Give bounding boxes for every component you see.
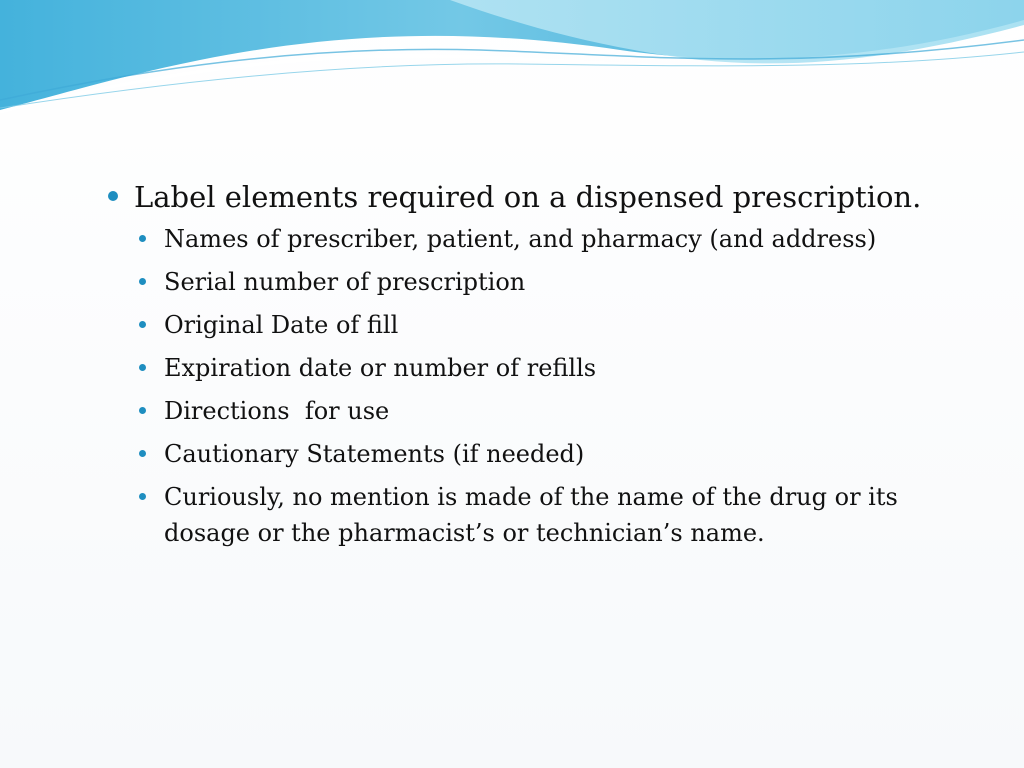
slide-content <box>106 175 966 558</box>
bullet-icon <box>139 235 146 242</box>
sub-bullet-item <box>106 479 954 551</box>
bullet-icon <box>139 407 146 414</box>
main-bullet-text: Label elements required on a dispensed prescription. <box>134 180 922 214</box>
sub-bullet-list <box>106 221 966 551</box>
bullet-icon <box>139 321 146 328</box>
sub-bullet-text: Expiration date or number of refills <box>164 354 597 382</box>
sub-bullet-text: Serial number of prescription <box>164 268 526 296</box>
sub-bullet-item <box>106 436 966 472</box>
bullet-icon <box>108 191 118 201</box>
header-wave-decoration <box>0 0 1024 130</box>
bullet-icon <box>139 450 146 457</box>
sub-bullet-item <box>106 221 966 257</box>
bullet-icon <box>139 278 146 285</box>
bullet-icon <box>139 364 146 371</box>
sub-bullet-text: Names of prescriber, patient, and pharmacy (and address) <box>164 225 877 253</box>
main-bullet-item <box>106 175 966 219</box>
sub-bullet-text: Original Date of fill <box>164 311 399 339</box>
sub-bullet-text: Curiously, no mention is made of the name of the drug or its dosage or the pharmacist’s or technician’s name. <box>164 483 898 547</box>
bullet-icon <box>139 493 146 500</box>
sub-bullet-text: Directions for use <box>164 397 390 425</box>
sub-bullet-item <box>106 350 966 386</box>
sub-bullet-item <box>106 264 966 300</box>
sub-bullet-text: Cautionary Statements (if needed) <box>164 440 585 468</box>
sub-bullet-item <box>106 393 966 429</box>
sub-bullet-item <box>106 307 966 343</box>
